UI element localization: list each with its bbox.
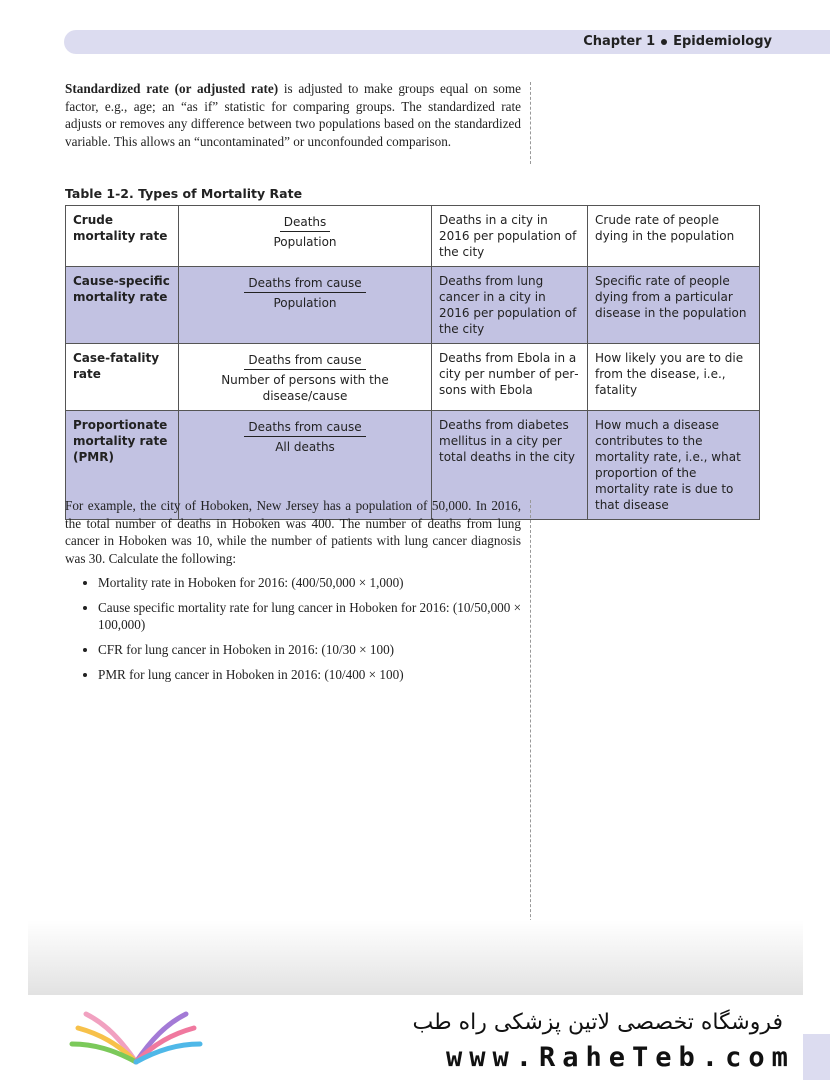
calculation-list xyxy=(80,574,548,691)
page-tab-marker xyxy=(803,1034,830,1080)
list-item: • Cause specific mortality rate for lung cancer in Hoboken for 2016: (10/50,000 × 100,000) xyxy=(98,599,548,633)
fraction-denominator: Number of persons with the disease/cause xyxy=(221,373,389,403)
intro-term: Standardized rate (or adjusted rate) xyxy=(65,81,279,96)
running-header xyxy=(583,34,772,49)
rate-example: Deaths from diabetes mellitus in a city per total deaths in the city xyxy=(432,411,588,520)
fraction xyxy=(244,419,365,455)
rate-example: Deaths in a city in 2016 per population of the city xyxy=(432,206,588,267)
intro-text: is adjusted to make groups equal on some factor, e.g., age; an “as if” statistic for comparing groups. The standardized rate adjusts or removes any difference between two populations based on the standardized variable. This allows an “uncontaminated” or unconfounded comparison. xyxy=(65,81,522,149)
rate-formula xyxy=(179,267,432,344)
header-bullet-icon xyxy=(661,39,667,45)
rate-meaning: How likely you are to die from the disease, i.e., fatality xyxy=(588,344,760,411)
fraction-numerator: Deaths xyxy=(280,214,331,232)
mortality-rate-table xyxy=(65,205,760,520)
fraction-denominator: Population xyxy=(273,296,337,310)
list-item: • Mortality rate in Hoboken for 2016: (400/50,000 × 1,000) xyxy=(98,574,548,591)
fraction xyxy=(186,352,424,404)
fraction-denominator: All deaths xyxy=(275,440,335,454)
rate-formula xyxy=(179,344,432,411)
rate-name: Cause-specific mortality rate xyxy=(66,267,179,344)
chapter-label: Chapter 1 xyxy=(583,34,656,49)
table-row xyxy=(66,267,760,344)
table-row xyxy=(66,344,760,411)
fraction-numerator: Deaths from cause xyxy=(244,419,365,437)
rate-meaning: How much a disease contributes to the mortality rate, i.e., what proportion of the mortality rate is due to that disease xyxy=(588,411,760,520)
fraction xyxy=(271,214,338,250)
table-caption: Table 1-2. Types of Mortality Rate xyxy=(65,186,303,201)
intro-paragraph xyxy=(65,80,521,150)
table-row xyxy=(66,206,760,267)
website-address[interactable]: www.RaheTeb.com xyxy=(446,1042,795,1073)
rate-meaning: Specific rate of people dying from a particular disease in the population xyxy=(588,267,760,344)
fraction-numerator: Deaths from cause xyxy=(244,275,365,293)
rate-name: Proportionate mortality rate (PMR) xyxy=(66,411,179,520)
margin-divider xyxy=(530,82,531,164)
fraction-denominator: Population xyxy=(273,235,337,249)
shop-name: فروشگاه تخصصی لاتین پزشکی راه طب xyxy=(412,1010,783,1035)
list-item: • PMR for lung cancer in Hoboken in 2016: (10/400 × 100) xyxy=(98,666,548,683)
fraction-numerator: Deaths from cause xyxy=(244,352,365,370)
page-bottom-shadow xyxy=(28,920,803,995)
chapter-title: Epidemiology xyxy=(673,34,772,49)
rate-meaning: Crude rate of people dying in the population xyxy=(588,206,760,267)
rate-formula xyxy=(179,206,432,267)
list-item: • CFR for lung cancer in Hoboken in 2016: (10/30 × 100) xyxy=(98,641,548,658)
fraction xyxy=(244,275,365,311)
rate-name: Crude mortality rate xyxy=(66,206,179,267)
rate-example: Deaths from Ebola in a city per number of persons with Ebola xyxy=(432,344,588,411)
open-book-logo-icon xyxy=(66,1006,206,1068)
rate-example: Deaths from lung cancer in a city in 2016 per population of the city xyxy=(432,267,588,344)
rate-name: Case-fatality rate xyxy=(66,344,179,411)
example-paragraph: For example, the city of Hoboken, New Jersey has a population of 50,000. In 2016, the total number of deaths in Hoboken was 400. The number of deaths from lung cancer in Hoboken was 10, while the number of patients with lung cancer diagnosis was 30. Calculate the following: xyxy=(65,498,521,566)
